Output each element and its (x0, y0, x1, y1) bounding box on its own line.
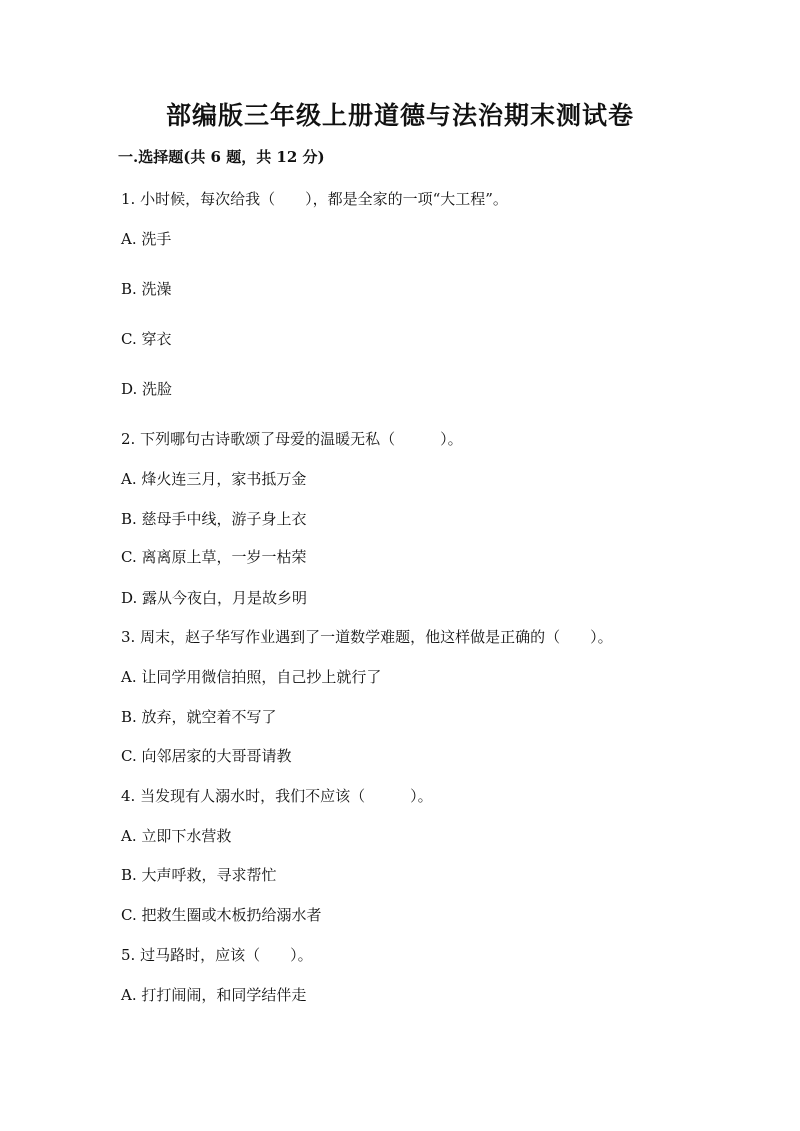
question-2-option-b: B. 慈母手中线，游子身上衣 (121, 510, 307, 528)
question-1-option-c: C. 穿衣 (121, 330, 172, 348)
question-2-option-d: D. 露从今夜白，月是故乡明 (121, 589, 308, 607)
question-4-stem: 4. 当发现有人溺水时，我们不应该（ ）。 (121, 787, 433, 805)
question-4-option-a: A. 立即下水营救 (121, 827, 232, 845)
question-3-option-b: B. 放弃，就空着不写了 (121, 708, 277, 726)
question-2-stem: 2. 下列哪句古诗歌颂了母爱的温暖无私（ ）。 (121, 430, 463, 448)
question-2-option-c: C. 离离原上草，一岁一枯荣 (121, 548, 307, 566)
question-5-option-a: A. 打打闹闹，和同学结伴走 (121, 986, 307, 1004)
question-4-option-b: B. 大声呼救，寻求帮忙 (121, 866, 277, 884)
question-2-option-a: A. 烽火连三月，家书抵万金 (121, 470, 307, 488)
page-title: 部编版三年级上册道德与法治期末测试卷 (165, 101, 634, 130)
question-1-stem: 1. 小时候，每次给我（ ），都是全家的一项“大工程”。 (121, 190, 508, 208)
question-3-stem: 3. 周末，赵子华写作业遇到了一道数学难题，他这样做是正确的（ ）。 (121, 628, 613, 646)
question-1-option-b: B. 洗澡 (121, 280, 172, 298)
section-heading: 一.选择题(共 6 题，共 12 分) (118, 148, 325, 166)
question-1-option-d: D. 洗脸 (121, 380, 173, 398)
question-4-option-c: C. 把救生圈或木板扔给溺水者 (121, 906, 322, 924)
question-1-option-a: A. 洗手 (121, 230, 172, 248)
question-3-option-c: C. 向邻居家的大哥哥请教 (121, 747, 292, 765)
question-3-option-a: A. 让同学用微信拍照，自己抄上就行了 (121, 668, 382, 686)
question-5-stem: 5. 过马路时，应该（ ）。 (121, 946, 313, 964)
